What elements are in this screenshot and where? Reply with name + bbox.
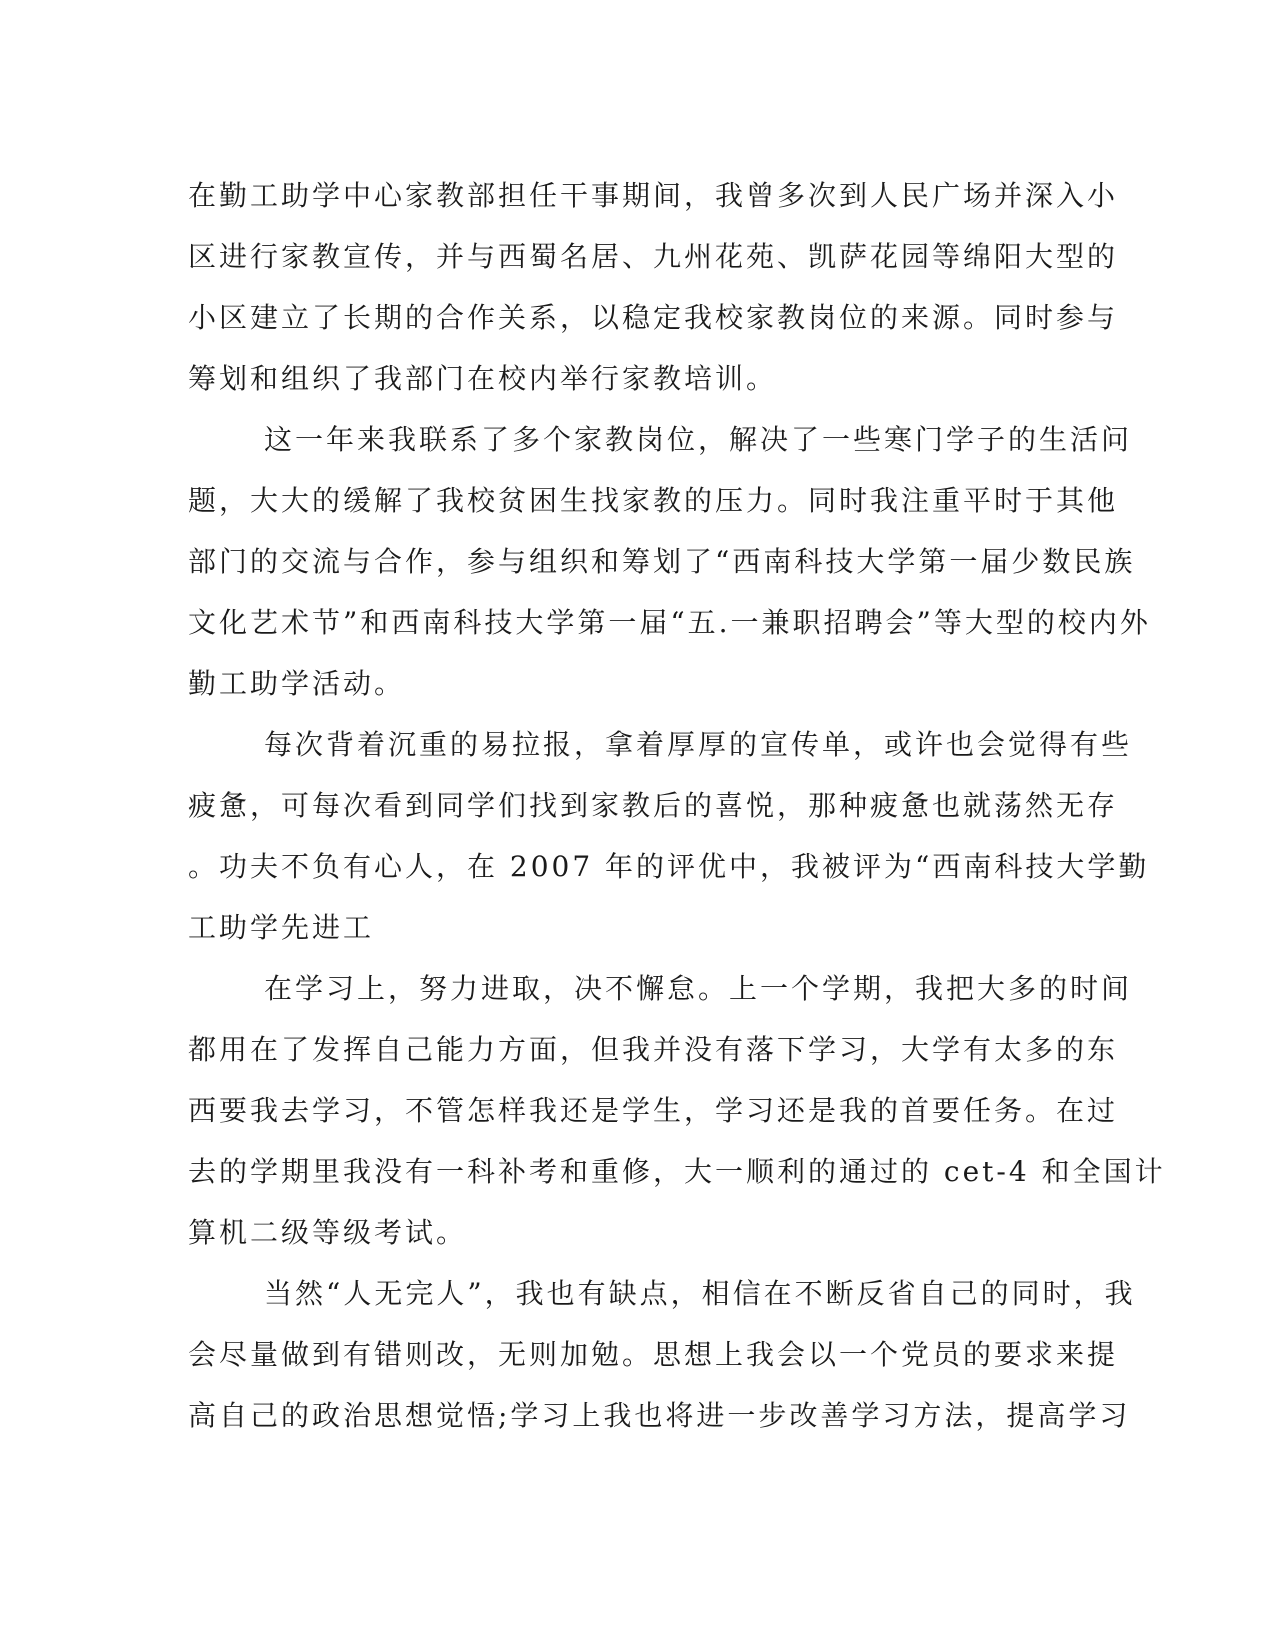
paragraph-start-line: 这一年来我联系了多个家教岗位，解决了一些寒门学子的生活问 (264, 423, 1133, 456)
text-line: 文化艺术节”和西南科技大学第一届“五.一兼职招聘会”等大型的校内外 (188, 606, 1151, 639)
text-line: 部门的交流与合作，参与组织和筹划了“西南科技大学第一届少数民族 (188, 545, 1136, 578)
document-body (188, 165, 1166, 1446)
text-line: 疲惫，可每次看到同学们找到家教后的喜悦，那种疲惫也就荡然无存 (188, 789, 1119, 822)
text-line: 西要我去学习，不管怎样我还是学生，学习还是我的首要任务。在过 (188, 1094, 1119, 1127)
text-line: 勤工助学活动。 (188, 667, 406, 700)
text-line: 题，大大的缓解了我校贫困生找家教的压力。同时我注重平时于其他 (188, 484, 1119, 517)
text-line: 。功夫不负有心人，在 2007 年的评优中，我被评为“西南科技大学勤 (188, 850, 1150, 883)
text-line: 去的学期里我没有一科补考和重修，大一顺利的通过的 cet-4 和全国计 (188, 1155, 1166, 1188)
paragraph-start-line: 在学习上，努力进取，决不懈怠。上一个学期，我把大多的时间 (264, 972, 1133, 1005)
text-line: 高自己的政治思想觉悟;学习上我也将进一步改善学习方法，提高学习 (188, 1399, 1131, 1432)
text-line: 工助学先进工 (188, 911, 375, 944)
text-line: 在勤工助学中心家教部担任干事期间，我曾多次到人民广场并深入小 (188, 179, 1119, 212)
text-line: 算机二级等级考试。 (188, 1216, 468, 1249)
paragraph-start-line: 当然“人无完人”，我也有缺点，相信在不断反省自己的同时，我 (264, 1277, 1136, 1310)
paragraph-start-line: 每次背着沉重的易拉报，拿着厚厚的宣传单，或许也会觉得有些 (264, 728, 1133, 761)
text-line: 区进行家教宣传，并与西蜀名居、九州花苑、凯萨花园等绵阳大型的 (188, 240, 1119, 273)
text-line: 会尽量做到有错则改，无则加勉。思想上我会以一个党员的要求来提 (188, 1338, 1119, 1371)
text-line: 小区建立了长期的合作关系，以稳定我校家教岗位的来源。同时参与 (188, 301, 1119, 334)
text-line: 都用在了发挥自己能力方面，但我并没有落下学习，大学有太多的东 (188, 1033, 1119, 1066)
text-line: 筹划和组织了我部门在校内举行家教培训。 (188, 362, 778, 395)
